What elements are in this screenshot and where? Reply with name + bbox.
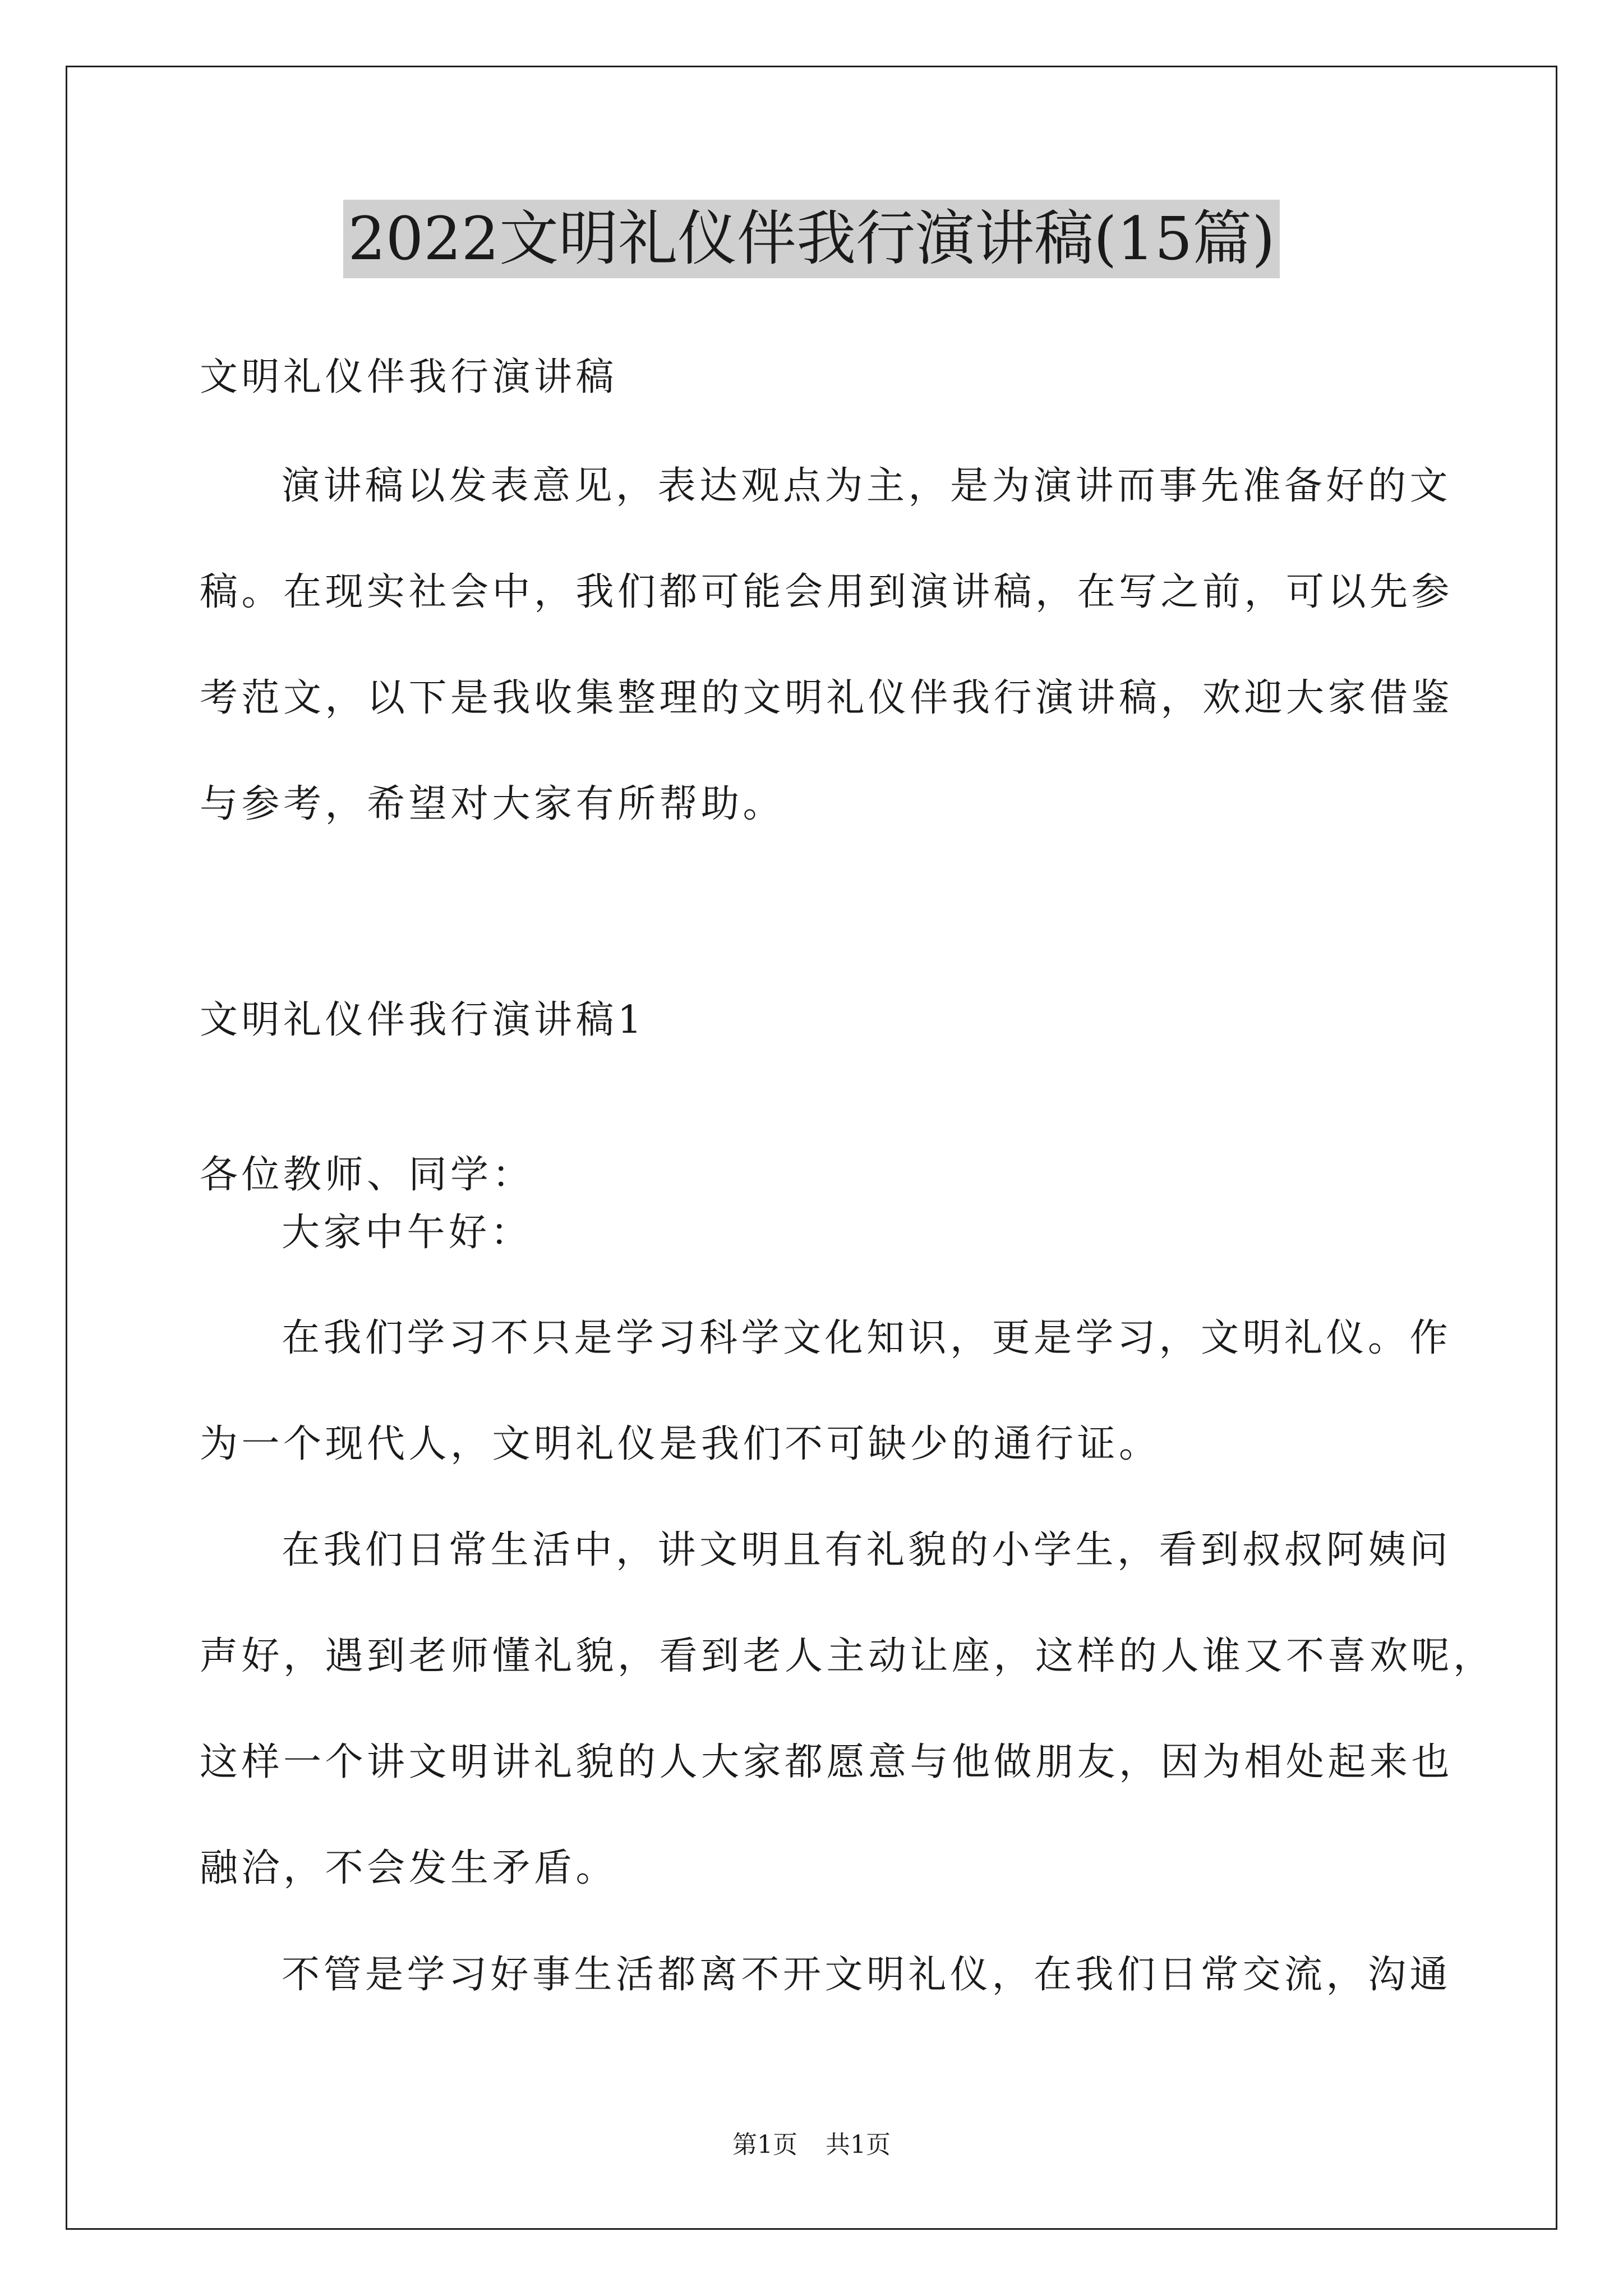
paragraph-line: 在我们学习不只是学习科学文化知识，更是学习，文明礼仪。作 <box>282 1316 1452 1360</box>
intro-line: 考范文，以下是我收集整理的文明礼仪伴我行演讲稿，欢迎大家借鉴 <box>200 676 1454 720</box>
intro-line: 演讲稿以发表意见，表达观点为主，是为演讲而事先准备好的文 <box>282 464 1452 508</box>
paragraph-line: 融洽，不会发生矛盾。 <box>200 1846 618 1890</box>
paragraph-line: 这样一个讲文明讲礼貌的人大家都愿意与他做朋友，因为相处起来也 <box>200 1740 1454 1784</box>
section-heading: 文明礼仪伴我行演讲稿1 <box>200 998 645 1042</box>
paragraph-line: 在我们日常生活中，讲文明且有礼貌的小学生，看到叔叔阿姨问 <box>282 1528 1452 1572</box>
page-number: 第1页 <box>732 2131 797 2159</box>
greeting: 大家中午好： <box>282 1211 533 1255</box>
salutation: 各位教师、同学： <box>200 1153 534 1197</box>
paragraph-line: 声好，遇到老师懂礼貌，看到老人主动让座，这样的人谁又不喜欢呢， <box>200 1634 1495 1678</box>
document-title: 2022文明礼仪伴我行演讲稿(15篇) <box>343 200 1279 278</box>
title-container <box>0 200 1623 278</box>
page-total: 共1页 <box>826 2131 891 2159</box>
intro-line: 稿。在现实社会中，我们都可能会用到演讲稿，在写之前，可以先参 <box>200 570 1454 614</box>
paragraph-line: 不管是学习好事生活都离不开文明礼仪，在我们日常交流，沟通 <box>282 1953 1452 1997</box>
page-footer <box>0 2128 1623 2162</box>
intro-heading: 文明礼仪伴我行演讲稿 <box>200 355 618 399</box>
paragraph-line: 为一个现代人，文明礼仪是我们不可缺少的通行证。 <box>200 1422 1161 1466</box>
intro-line: 与参考，希望对大家有所帮助。 <box>200 782 785 826</box>
